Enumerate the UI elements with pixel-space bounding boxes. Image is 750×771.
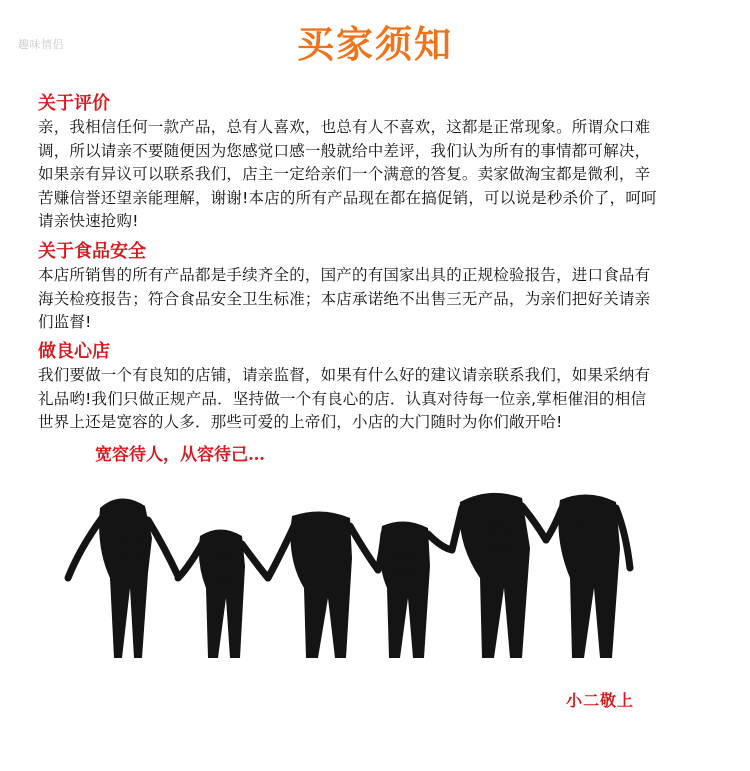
bowing-figure bbox=[68, 498, 178, 658]
bowing-figures-illustration bbox=[60, 478, 680, 668]
watermark: 趣味情侣 bbox=[18, 38, 64, 51]
bowing-figure bbox=[178, 530, 268, 659]
bowing-figure bbox=[268, 511, 378, 658]
text-line: 如果亲有异议可以联系我们，店主一定给亲们一个满意的答复。卖家做淘宝都是微利，辛 bbox=[38, 165, 651, 183]
section-food-safety bbox=[38, 240, 718, 335]
section-reviews bbox=[38, 92, 718, 234]
section-body bbox=[38, 264, 718, 335]
section-body bbox=[38, 116, 718, 234]
section-heading: 关于评价 bbox=[38, 93, 110, 114]
text-line: 们监督! bbox=[38, 313, 92, 331]
section-heading: 做良心店 bbox=[38, 341, 110, 362]
page-title: 买家须知 bbox=[297, 22, 453, 66]
signature: 小二敬上 bbox=[566, 691, 635, 710]
bowing-figure bbox=[378, 521, 452, 658]
section-conscience-store bbox=[38, 340, 718, 435]
text-line: 本店所销售的所有产品都是手续齐全的，国产的有国家出具的正规检验报告，进口食品有 bbox=[38, 266, 651, 284]
text-line: 请亲快速抢购! bbox=[38, 212, 139, 230]
section-body bbox=[38, 364, 718, 435]
text-line: 亲，我相信任何一款产品，总有人喜欢，也总有人不喜欢，这都是正常现象。所谓众口难 bbox=[38, 118, 651, 136]
text-line: 我们要做一个有良知的店铺，请亲监督，如果有什么好的建议请亲联系我们，如果采纳有 bbox=[38, 366, 651, 384]
section-heading: 关于食品安全 bbox=[38, 241, 146, 262]
bowing-figure bbox=[546, 494, 630, 658]
text-line: 世界上还是宽容的人多．那些可爱的上帝们，小店的大门随时为你们敞开哈! bbox=[38, 413, 563, 431]
bowing-figure bbox=[452, 493, 546, 658]
text-line: 调，所以请亲不要随便因为您感觉口感一般就给中差评，我们认为所有的事情都可解决， bbox=[38, 141, 651, 160]
slogan: 宽容待人，从容待己… bbox=[95, 445, 265, 465]
text-line: 礼品哟!我们只做正规产品．坚持做一个有良心的店．认真对待每一位亲,掌柜催泪的相信 bbox=[38, 389, 647, 408]
text-line: 海关检疫报告；符合食品安全卫生标准；本店承诺绝不出售三无产品，为亲们把好关请亲 bbox=[38, 289, 651, 308]
text-line: 苦赚信誉还望亲能理解，谢谢!本店的所有产品现在都在搞促销，可以说是秒杀价了，呵呵 bbox=[38, 188, 657, 207]
